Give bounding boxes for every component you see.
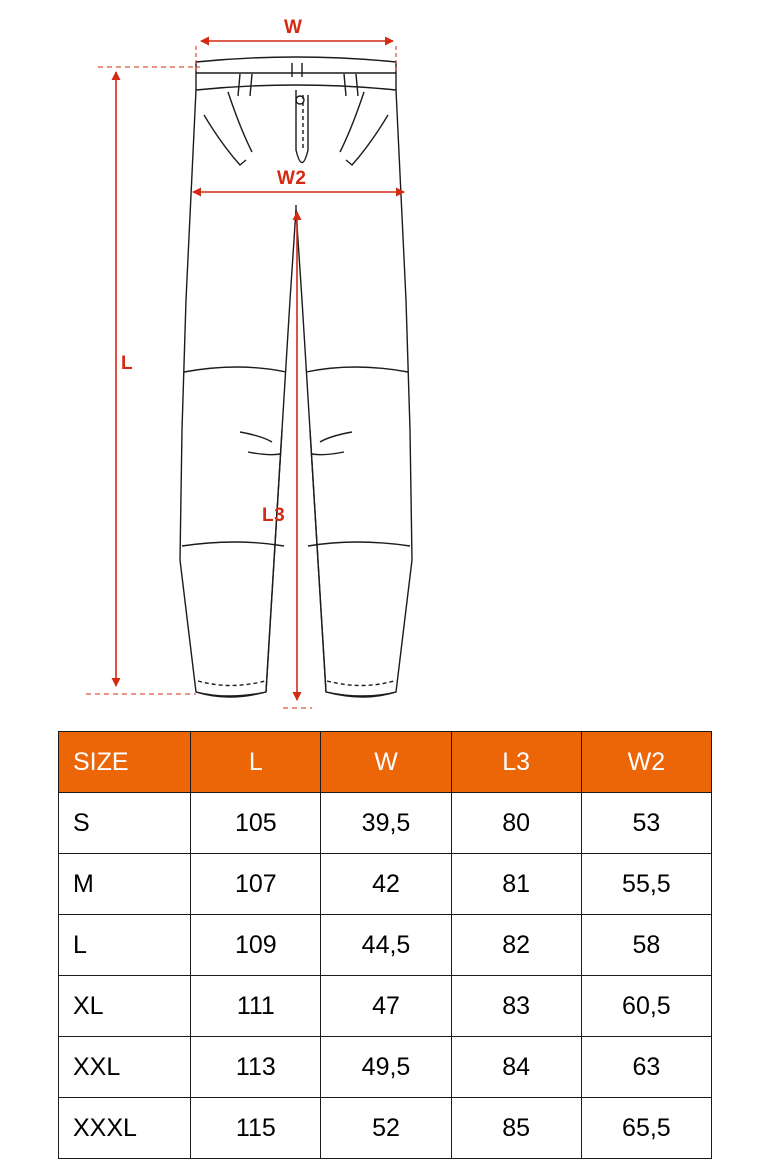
column-header-l: L [191, 732, 321, 793]
size-chart [58, 731, 712, 1159]
column-header-l3: L3 [451, 732, 581, 793]
cell-w: 52 [321, 1098, 451, 1159]
cell-l: 105 [191, 793, 321, 854]
cell-l3: 85 [451, 1098, 581, 1159]
cell-l: 111 [191, 976, 321, 1037]
cell-w2: 58 [581, 915, 711, 976]
table-row [59, 1037, 712, 1098]
cell-size: XXXL [59, 1098, 191, 1159]
cell-w: 47 [321, 976, 451, 1037]
cell-w2: 63 [581, 1037, 711, 1098]
cell-size: L [59, 915, 191, 976]
column-header-size: SIZE [59, 732, 191, 793]
cell-w2: 55,5 [581, 854, 711, 915]
table-row [59, 915, 712, 976]
cell-size: S [59, 793, 191, 854]
table-header [59, 732, 712, 793]
cell-l: 113 [191, 1037, 321, 1098]
cell-w: 39,5 [321, 793, 451, 854]
column-header-w2: W2 [581, 732, 711, 793]
table-header-row [59, 732, 712, 793]
table-row [59, 793, 712, 854]
dimension-label-l: L [121, 353, 134, 374]
table-row [59, 976, 712, 1037]
dimension-label-l3: L3 [262, 505, 286, 526]
column-header-w: W [321, 732, 451, 793]
cell-w2: 60,5 [581, 976, 711, 1037]
table-row [59, 854, 712, 915]
cell-l: 115 [191, 1098, 321, 1159]
cell-w: 42 [321, 854, 451, 915]
cell-w2: 65,5 [581, 1098, 711, 1159]
cell-l3: 81 [451, 854, 581, 915]
table-body [59, 793, 712, 1159]
cell-l3: 84 [451, 1037, 581, 1098]
dimension-label-w: W [284, 17, 303, 38]
cell-l: 109 [191, 915, 321, 976]
cell-l3: 80 [451, 793, 581, 854]
cell-l3: 83 [451, 976, 581, 1037]
table-row [59, 1098, 712, 1159]
cell-size: XXL [59, 1037, 191, 1098]
cell-size: XL [59, 976, 191, 1037]
cell-w: 49,5 [321, 1037, 451, 1098]
cell-size: M [59, 854, 191, 915]
dimension-label-w2: W2 [277, 168, 307, 189]
cell-l: 107 [191, 854, 321, 915]
cell-l3: 82 [451, 915, 581, 976]
size-table [58, 731, 712, 1159]
cell-w: 44,5 [321, 915, 451, 976]
cell-w2: 53 [581, 793, 711, 854]
